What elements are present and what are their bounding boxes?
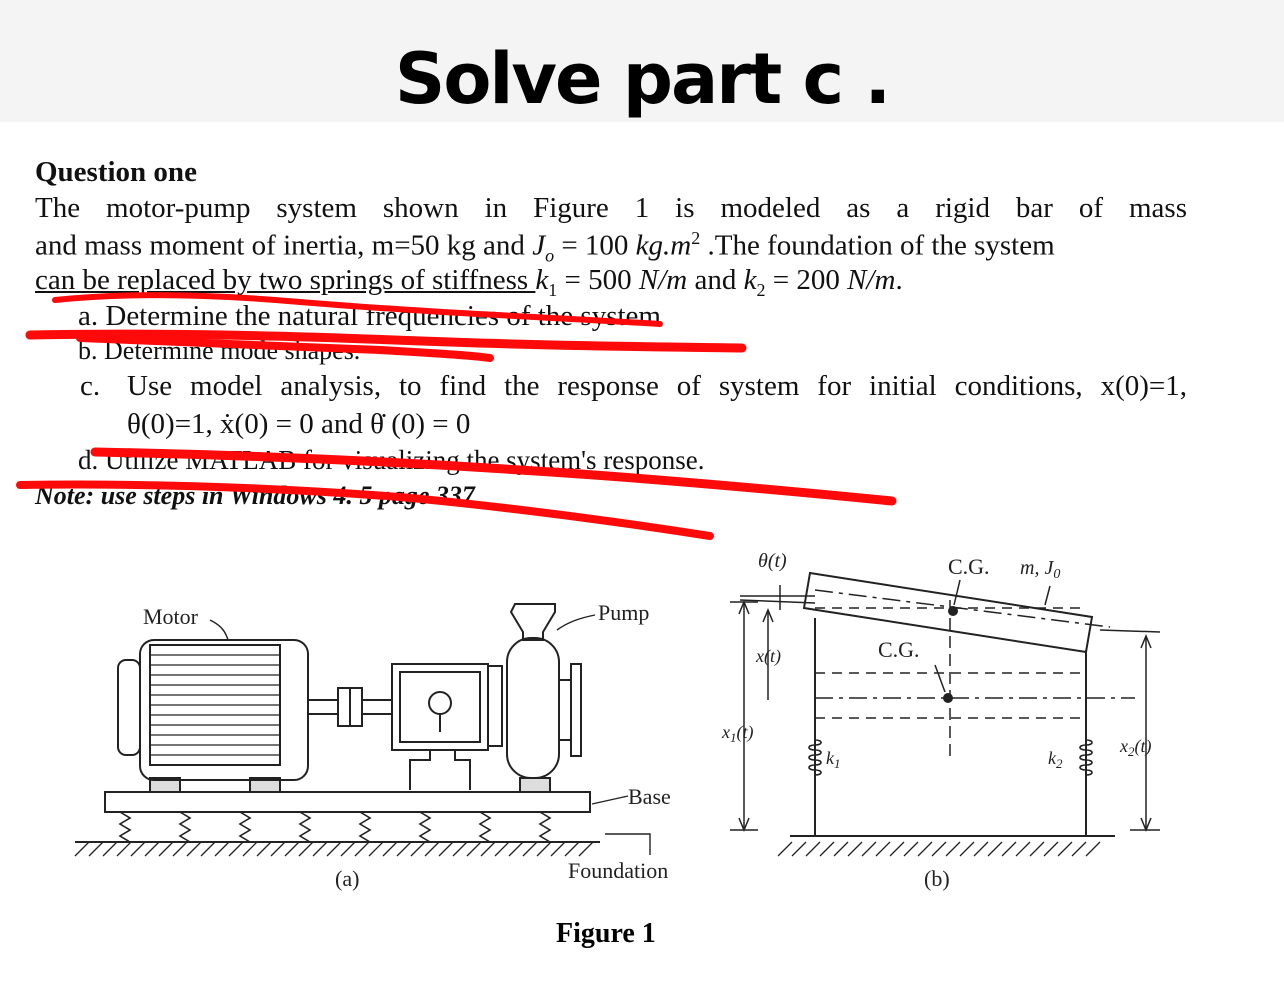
motor-fins xyxy=(150,655,280,755)
figure-caption: Figure 1 xyxy=(556,918,656,949)
rigid-bar-model xyxy=(730,573,1160,856)
label-motor: Motor xyxy=(143,604,198,629)
label-k2: $k_2$ xyxy=(1048,748,1063,771)
intro-line-1: The motor-pump system shown in Figure 1 is modeled as a rigid bar of mass xyxy=(35,192,1187,224)
foundation-springs xyxy=(120,812,550,842)
label-x: x(t) xyxy=(756,646,781,666)
motor-pump-drawing xyxy=(75,604,600,856)
part-b: b. Determine mode shapes. xyxy=(78,336,361,365)
label-pump: Pump xyxy=(598,600,650,625)
part-c-line-2: θ(0)=1, ẋ(0) = 0 and θ̇ (0) = 0 xyxy=(127,408,471,440)
label-base: Base xyxy=(628,784,671,809)
question-title: Question one xyxy=(35,156,197,188)
ground-hatch-b xyxy=(778,842,1100,856)
part-c-label: c. xyxy=(80,370,101,402)
label-x1: $x_1(t)$ xyxy=(722,722,754,745)
part-d: d. Utilize MATLAB for visualizing the system's response. xyxy=(78,445,705,475)
label-foundation: Foundation xyxy=(568,858,669,883)
banner-title: Solve part c . xyxy=(394,38,890,120)
label-cg-mid: C.G. xyxy=(878,637,920,662)
label-x2: $x_2(t)$ xyxy=(1120,736,1152,759)
part-c-line-1: Use model analysis, to find the response of system for initial conditions, x(0)=1, xyxy=(127,370,1187,402)
part-a: a. Determine the natural frequencies of the system xyxy=(78,300,661,332)
label-b: (b) xyxy=(924,866,950,891)
intro-line-3: can be replaced by two springs of stiffness $k_1 = 500$ N/m and $k_2 = 200$ N/m. xyxy=(35,264,903,300)
intro-line-2: and mass moment of inertia, m=50 kg and $J_o = 100$ $kg.m^2$ .The foundation of the system xyxy=(35,228,1055,266)
label-a: (a) xyxy=(335,866,360,891)
label-cg-top: C.G. xyxy=(948,554,990,579)
ground-hatch-a xyxy=(75,842,593,856)
label-theta: θ(t) xyxy=(758,550,787,572)
label-m-jo: m, $J_0$ xyxy=(1020,557,1061,582)
note: Note: use steps in Windows 4. 5 page 337 xyxy=(35,481,475,510)
label-k1: $k_1$ xyxy=(826,748,841,771)
